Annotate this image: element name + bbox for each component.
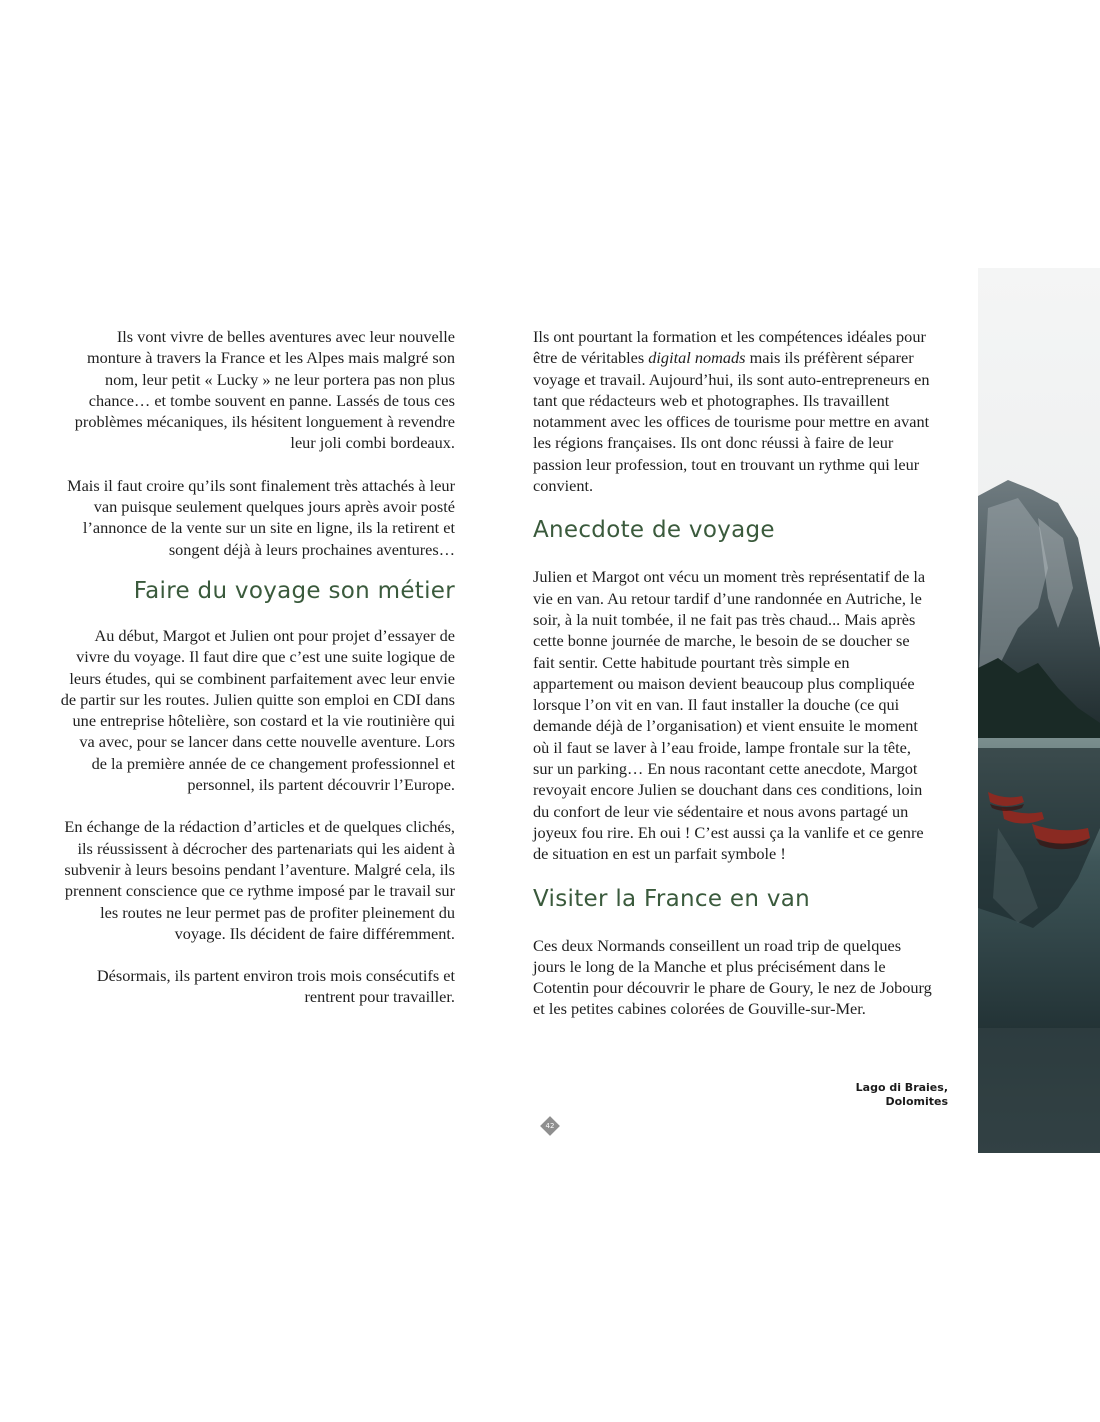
section-heading-visiter: Visiter la France en van: [533, 885, 811, 912]
caption-line-2: Dolomites: [885, 1095, 948, 1108]
right-paragraph-2: Julien et Margot ont vécu un moment très représentatif de la vie en van. Au retour tardif d’une randonnée en Autriche, le soir, à la nuit tombée, il ne fait pas très chaud... Mais après cette bonne journée de marche, le besoin de se doucher se fait sentir. Cette habitude pourtant très simple en appartement ou maison devient beaucoup plus compliquée lorsque l’on vit en van. Il faut installer la douche (ce qui demande déjà de l’organisation) et vient ensuite le moment où il faut se laver à l’eau froide, lampe frontale sur la tête, sur un parking… En nous racontant cette anecdote, Margot revoyait encore Julien se douchant dans ces conditions, loin du confort de leur vie sédentaire et nous avons partagé un joyeux fou rire. Eh oui ! C’est aussi ça la vanlife et ce genre de situation en est un parfait symbole !: [533, 567, 926, 864]
caption-line-1: Lago di Braies,: [855, 1081, 948, 1094]
digital-nomads-italic: digital nomads: [648, 348, 746, 368]
page-number: 42: [545, 1122, 555, 1130]
lake-photo: [978, 268, 1100, 1153]
right-paragraph-1-start: Ils ont pourtant la formation et les compétences idéales pour être de véritables: [533, 327, 926, 368]
right-paragraph-1: [533, 326, 933, 496]
left-paragraph-3: Au début, Margot et Julien ont pour projet d’essayer de vivre du voyage. Il faut dire que c’est une suite logique de leurs études, qui se combinent parfaitement avec leur envie de partir sur les routes. Julien quitte son emploi en CDI dans une entreprise hôtelière, son costard et la vie routinière qui va avec, pour se lancer dans cette nouvelle aventure. Lors de la première année de ce changement professionnel et personnel, ils partent découvrir l’Europe.: [60, 625, 455, 795]
left-paragraph-1: Ils vont vivre de belles aventures avec leur nouvelle monture à travers la France et les Alpes mais malgré son nom, leur petit « Lucky » ne leur portera pas non plus chance… et tombe souvent en panne. Lassés de tous ces problèmes mécaniques, ils hésitent longuement à revendre leur joli combi bordeaux.: [74, 327, 455, 453]
photo-caption: [800, 1081, 948, 1109]
left-paragraph-2: Mais il faut croire qu’ils sont finalement très attachés à leur van puisque seulement quelques jours après avoir posté l’annonce de la vente sur un site en ligne, ils la retirent et songent déjà à leurs prochaines aventures…: [67, 475, 455, 559]
right-paragraph-1-end: mais ils préfèrent séparer voyage et travail. Aujourd’hui, ils sont auto-entrepreneurs en tant que rédacteurs web et photographes. Ils travaillent notamment avec les offices de tourisme pour mettre en avant les régions françaises. Ils ont donc réussi à faire de leur passion leur profession, tout en trouvant un rythme qui leur convient.: [533, 348, 930, 496]
right-column: [533, 326, 933, 1040]
section-heading-anecdote: Anecdote de voyage: [533, 517, 775, 544]
section-heading-metier: Faire du voyage son métier: [133, 577, 455, 604]
left-paragraph-4: En échange de la rédaction d’articles et de quelques clichés, ils réussissent à décrocher des partenariats qui les aident à subvenir à leurs besoins pendant l’aventure. Malgré cela, ils prennent conscience que ce rythme imposé par le travail sur les routes ne leur permet pas de profiter pleinement du voyage. Ils décident de faire différemment.: [64, 817, 455, 943]
left-paragraph-5: Désormais, ils partent environ trois mois consécutifs et rentrent pour travailler.: [96, 966, 455, 1007]
right-paragraph-3: Ces deux Normands conseillent un road trip de quelques jours le long de la Manche et plus précisément dans le Cotentin pour découvrir le phare de Goury, le nez de Jobourg et les petites cabines colorées de Gouville-sur-Mer.: [533, 935, 932, 1019]
page-number-badge: [540, 1116, 560, 1136]
left-column: [60, 326, 455, 1029]
